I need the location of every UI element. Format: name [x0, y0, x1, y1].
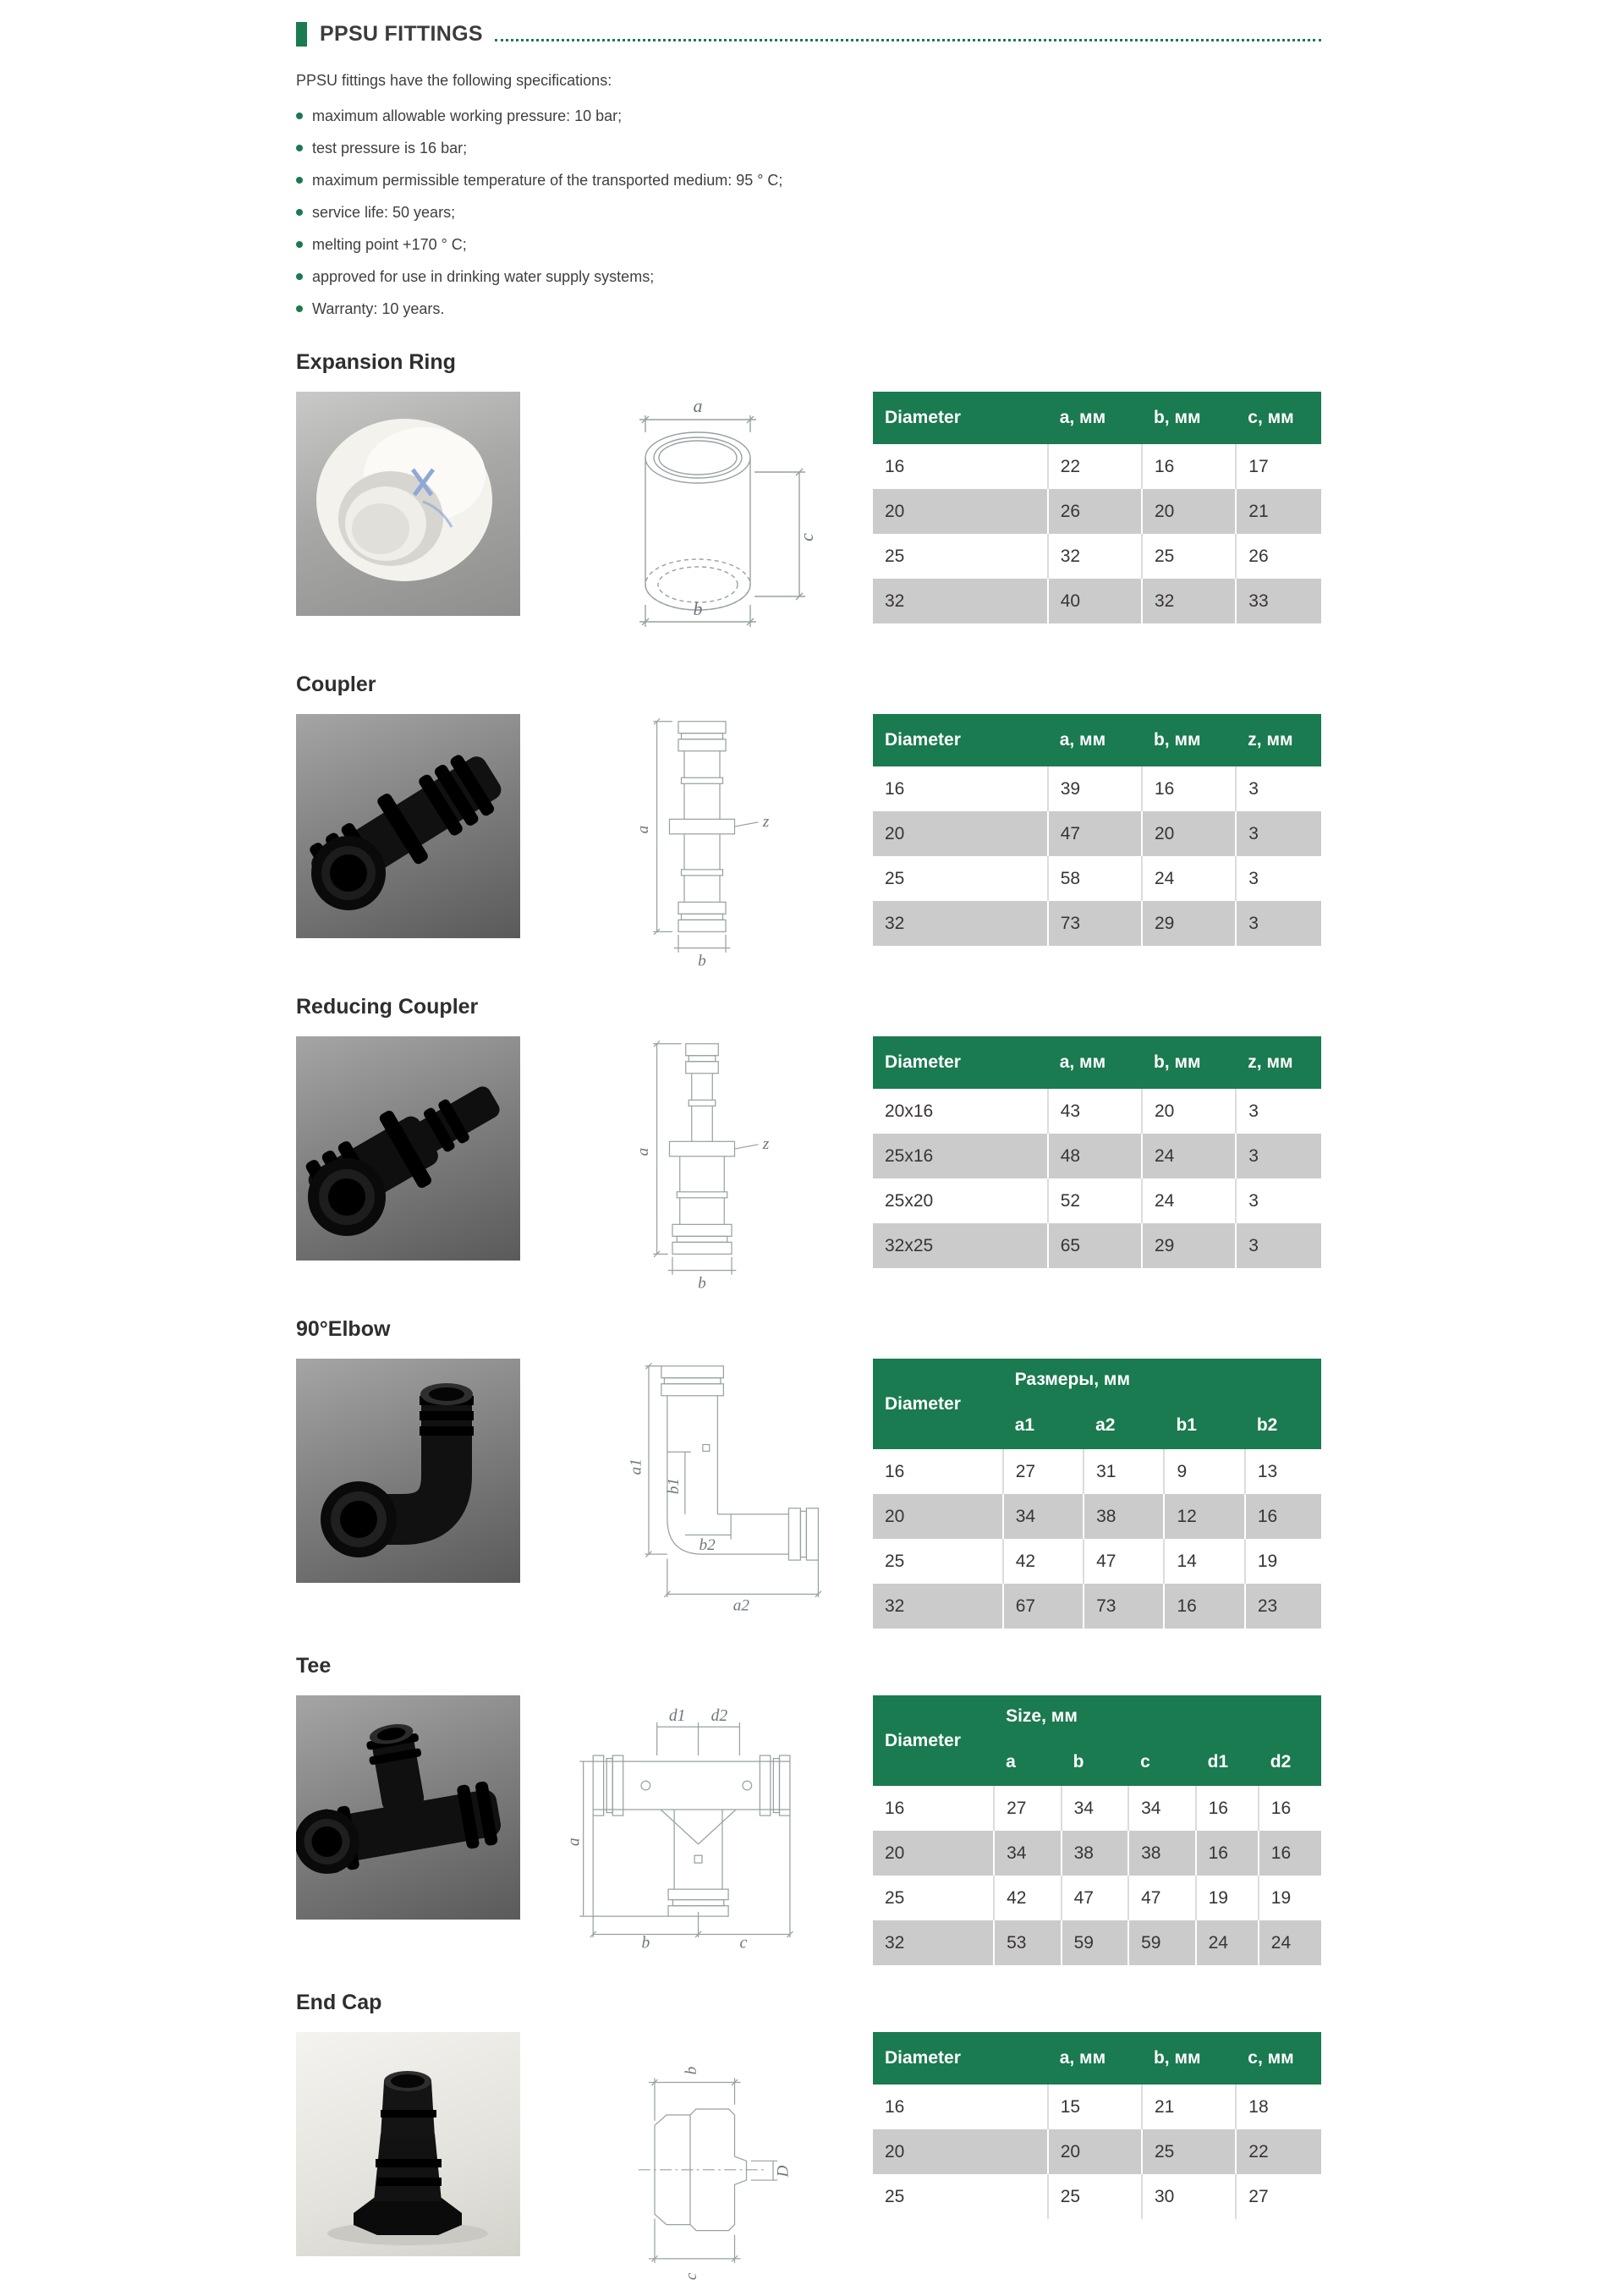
tee-drawing-image	[558, 1695, 846, 1951]
value-cell: 48	[1048, 1134, 1142, 1178]
table-row	[873, 766, 1321, 811]
svg-text:d1: d1	[668, 1707, 686, 1726]
coupler-drawing-image	[558, 714, 846, 969]
value-cell: 20	[1142, 489, 1236, 534]
row-diameter-cell: 32	[873, 1584, 1003, 1629]
spec-item	[296, 228, 1321, 261]
table-row	[873, 489, 1321, 534]
row-diameter-cell: 16	[873, 444, 1048, 489]
table-row	[873, 1876, 1321, 1920]
section-title: End Cap	[296, 1991, 382, 2014]
spec-text: melting point +170 ° C;	[312, 235, 467, 253]
value-cell: 42	[1003, 1539, 1084, 1584]
elbow-drawing	[558, 1359, 846, 1614]
value-cell: 47	[1084, 1539, 1164, 1584]
value-cell: 20	[1142, 1089, 1236, 1134]
table-row	[873, 1494, 1321, 1539]
header-cell: Diameter	[873, 2032, 1048, 2085]
table-row	[873, 1449, 1321, 1494]
row-diameter-cell: 20	[873, 1494, 1003, 1539]
row-diameter-cell: 20x16	[873, 1089, 1048, 1134]
value-cell: 24	[1270, 1932, 1292, 1953]
value-cell: 24	[1142, 1134, 1236, 1178]
section-title: Tee	[296, 1654, 332, 1678]
tee-table	[873, 1695, 1321, 1965]
spec-item	[296, 100, 1321, 132]
reducing-coupler-drawing-image	[558, 1036, 846, 1292]
row-diameter-cell: 25	[873, 1539, 1003, 1584]
value-cell: 16	[1257, 1506, 1278, 1526]
subheader-cell: d1	[1196, 1738, 1259, 1786]
table-row	[873, 1089, 1321, 1134]
value-cell: 33	[1248, 590, 1269, 611]
page	[296, 0, 1321, 2288]
subheader-cell: b1	[1164, 1401, 1244, 1449]
spec-table-wrap	[873, 1359, 1321, 1629]
svg-text:c: c	[796, 533, 817, 541]
header-cell: a, мм	[1048, 2032, 1142, 2085]
bullet-icon	[296, 273, 303, 280]
svg-text:b: b	[698, 952, 706, 969]
coupler-photo-image	[296, 714, 520, 938]
svg-text:a: a	[634, 1147, 653, 1156]
header-cell: b, мм	[1142, 2032, 1236, 2085]
value-cell: 25	[1048, 2174, 1142, 2219]
value-cell: 34	[1003, 1494, 1084, 1539]
value-cell: 14	[1164, 1539, 1244, 1584]
table-row	[873, 1831, 1321, 1876]
expansion-ring-photo-image	[296, 392, 520, 616]
svg-text:c: c	[682, 2272, 700, 2281]
group-header-cell: Size, мм	[994, 1695, 1321, 1738]
table-row	[873, 579, 1321, 623]
value-cell: 16	[1270, 1843, 1292, 1863]
table-row	[873, 856, 1321, 901]
dotted-leader-line	[495, 28, 1321, 41]
subheader-cell: d2	[1259, 1738, 1321, 1786]
value-cell: 22	[1048, 444, 1142, 489]
value-cell: 3	[1248, 913, 1259, 933]
subheader-cell: c	[1128, 1738, 1196, 1786]
section-row	[296, 1695, 1321, 1965]
svg-text:a2: a2	[732, 1596, 750, 1614]
value-cell: 21	[1142, 2085, 1236, 2129]
header-cell: c, мм	[1236, 2032, 1321, 2085]
section-elbow	[296, 1317, 1321, 1629]
row-diameter-cell: 25x20	[873, 1178, 1048, 1223]
bullet-icon	[296, 113, 303, 119]
value-cell: 30	[1142, 2174, 1236, 2219]
section-title: 90°Elbow	[296, 1317, 391, 1341]
table-row	[873, 1786, 1321, 1831]
value-cell: 29	[1142, 1223, 1236, 1268]
header-cell: b, мм	[1142, 392, 1236, 444]
header-cell: Diameter	[873, 392, 1048, 444]
value-cell: 16	[1196, 1831, 1259, 1876]
row-diameter-cell: 32	[873, 901, 1048, 946]
svg-text:b: b	[693, 598, 703, 619]
reducing-coupler-drawing	[558, 1036, 846, 1292]
row-diameter-cell: 20	[873, 1831, 994, 1876]
value-cell: 21	[1248, 501, 1269, 521]
row-diameter-cell: 20	[873, 489, 1048, 534]
value-cell: 34	[1062, 1786, 1129, 1831]
row-diameter-cell: 32	[873, 579, 1048, 623]
spec-item	[296, 261, 1321, 293]
subheader-cell: a2	[1084, 1401, 1164, 1449]
table-row	[873, 1920, 1321, 1965]
value-cell: 29	[1142, 901, 1236, 946]
sections-container	[296, 350, 1321, 2288]
row-diameter-cell: 16	[873, 1786, 994, 1831]
intro-text: PPSU fittings have the following specifications:	[296, 72, 612, 89]
svg-text:a: a	[693, 395, 703, 416]
expansion-ring-table	[873, 392, 1321, 623]
value-cell: 32	[1048, 534, 1142, 579]
row-diameter-cell: 25	[873, 1876, 994, 1920]
elbow-photo	[296, 1359, 520, 1583]
value-cell: 39	[1048, 766, 1142, 811]
value-cell: 20	[1142, 811, 1236, 856]
value-cell: 3	[1248, 1101, 1259, 1121]
value-cell: 3	[1248, 868, 1259, 888]
header-cell: b, мм	[1142, 714, 1236, 766]
spec-table-wrap	[873, 714, 1321, 946]
row-diameter-cell: 32	[873, 1920, 994, 1965]
row-diameter-cell: 16	[873, 1449, 1003, 1494]
section-end-cap	[296, 1991, 1321, 2288]
svg-text:D: D	[774, 2165, 793, 2178]
value-cell: 26	[1248, 546, 1269, 566]
header-cell: Diameter	[873, 714, 1048, 766]
value-cell: 38	[1128, 1831, 1196, 1876]
value-cell: 58	[1048, 856, 1142, 901]
header-cell: a, мм	[1048, 714, 1142, 766]
row-diameter-cell: 20	[873, 2129, 1048, 2174]
table-row	[873, 444, 1321, 489]
spec-text: test pressure is 16 bar;	[312, 139, 468, 157]
svg-text:b: b	[698, 1274, 706, 1292]
page-title: PPSU FITTINGS	[320, 22, 483, 46]
section-title: Expansion Ring	[296, 350, 456, 374]
value-cell: 59	[1128, 1920, 1196, 1965]
diameter-header-cell: Diameter	[873, 1695, 994, 1786]
spec-text: maximum permissible temperature of the transported medium: 95 ° C;	[312, 171, 783, 189]
value-cell: 34	[994, 1831, 1062, 1876]
tee-photo-image	[296, 1695, 520, 1920]
value-cell: 24	[1196, 1920, 1259, 1965]
bullet-icon	[296, 241, 303, 248]
end-cap-photo	[296, 2032, 520, 2256]
value-cell: 65	[1048, 1223, 1142, 1268]
svg-text:a: a	[634, 825, 653, 834]
diameter-header-cell: Diameter	[873, 1359, 1003, 1449]
row-diameter-cell: 16	[873, 766, 1048, 811]
spec-text: approved for use in drinking water supply systems;	[312, 267, 655, 285]
spec-item	[296, 164, 1321, 196]
value-cell: 19	[1196, 1876, 1259, 1920]
subheader-cell: b2	[1245, 1401, 1321, 1449]
row-diameter-cell: 25	[873, 534, 1048, 579]
value-cell: 3	[1248, 1235, 1259, 1255]
group-header-cell: Размеры, мм	[1003, 1359, 1321, 1401]
value-cell: 24	[1142, 1178, 1236, 1223]
table-row	[873, 2085, 1321, 2129]
subheader-cell: a	[994, 1738, 1062, 1786]
row-diameter-cell: 25x16	[873, 1134, 1048, 1178]
section-row	[296, 392, 1321, 647]
value-cell: 40	[1048, 579, 1142, 623]
page-header	[296, 22, 1321, 47]
spec-table-wrap	[873, 2032, 1321, 2219]
value-cell: 32	[1142, 579, 1236, 623]
spec-text: Warranty: 10 years.	[312, 299, 445, 317]
section-row	[296, 1036, 1321, 1292]
section-row	[296, 2032, 1321, 2288]
reducing-coupler-photo	[296, 1036, 520, 1261]
table-row	[873, 1223, 1321, 1268]
value-cell: 27	[1003, 1449, 1084, 1494]
value-cell: 16	[1270, 1798, 1292, 1818]
end-cap-drawing-image	[558, 2032, 846, 2288]
reducing-coupler-photo-image	[296, 1036, 520, 1261]
svg-text:b: b	[682, 2066, 700, 2075]
section-expansion-ring	[296, 350, 1321, 647]
table-row	[873, 1178, 1321, 1223]
svg-text:a1: a1	[627, 1458, 645, 1475]
value-cell: 43	[1048, 1089, 1142, 1134]
end-cap-drawing	[558, 2032, 846, 2288]
spec-text: maximum allowable working pressure: 10 bar;	[312, 107, 623, 124]
value-cell: 17	[1248, 456, 1269, 476]
value-cell: 19	[1257, 1551, 1278, 1571]
section-reducing-coupler	[296, 995, 1321, 1292]
value-cell: 53	[994, 1920, 1062, 1965]
header-cell: c, мм	[1236, 392, 1321, 444]
bullet-icon	[296, 145, 303, 151]
value-cell: 22	[1248, 2141, 1269, 2161]
table-row	[873, 901, 1321, 946]
value-cell: 59	[1062, 1920, 1129, 1965]
spec-item	[296, 132, 1321, 164]
svg-text:b1: b1	[664, 1477, 683, 1495]
value-cell: 47	[1062, 1876, 1129, 1920]
value-cell: 31	[1084, 1449, 1164, 1494]
section-row	[296, 714, 1321, 969]
spec-text: service life: 50 years;	[312, 203, 456, 221]
table-row	[873, 811, 1321, 856]
svg-text:z: z	[762, 813, 770, 832]
value-cell: 16	[1142, 444, 1236, 489]
header-cell: a, мм	[1048, 392, 1142, 444]
section-coupler	[296, 673, 1321, 969]
row-diameter-cell: 16	[873, 2085, 1048, 2129]
value-cell: 24	[1142, 856, 1236, 901]
bullet-icon	[296, 177, 303, 184]
value-cell: 73	[1084, 1584, 1164, 1629]
tee-photo	[296, 1695, 520, 1920]
value-cell: 18	[1248, 2096, 1269, 2117]
bullet-icon	[296, 209, 303, 216]
table-row	[873, 2129, 1321, 2174]
coupler-drawing	[558, 714, 846, 969]
section-tee	[296, 1654, 1321, 1965]
section-row	[296, 1359, 1321, 1629]
value-cell: 73	[1048, 901, 1142, 946]
value-cell: 3	[1248, 1145, 1259, 1166]
row-diameter-cell: 32x25	[873, 1223, 1048, 1268]
row-diameter-cell: 20	[873, 811, 1048, 856]
header-cell: b, мм	[1142, 1036, 1236, 1089]
subheader-cell: b	[1062, 1738, 1129, 1786]
spec-item	[296, 196, 1321, 228]
elbow-photo-image	[296, 1359, 520, 1583]
specs-list	[296, 100, 1321, 325]
section-title: Reducing Coupler	[296, 995, 479, 1019]
end-cap-table	[873, 2032, 1321, 2219]
subheader-cell: a1	[1003, 1401, 1084, 1449]
tee-drawing	[558, 1695, 846, 1951]
value-cell: 3	[1248, 1190, 1259, 1211]
svg-text:a: a	[565, 1837, 584, 1847]
value-cell: 47	[1048, 811, 1142, 856]
value-cell: 25	[1142, 534, 1236, 579]
value-cell: 27	[994, 1786, 1062, 1831]
row-diameter-cell: 25	[873, 856, 1048, 901]
section-title: Coupler	[296, 673, 376, 696]
expansion-ring-drawing	[558, 392, 846, 647]
value-cell: 13	[1257, 1461, 1278, 1481]
value-cell: 12	[1164, 1494, 1244, 1539]
svg-text:b2: b2	[699, 1535, 716, 1554]
end-cap-photo-image	[296, 2032, 520, 2256]
expansion-ring-photo	[296, 392, 520, 616]
spec-table-wrap	[873, 392, 1321, 623]
value-cell: 15	[1048, 2085, 1142, 2129]
value-cell: 42	[994, 1876, 1062, 1920]
spec-item	[296, 293, 1321, 325]
bullet-icon	[296, 305, 303, 312]
value-cell: 23	[1257, 1596, 1278, 1616]
value-cell: 38	[1084, 1494, 1164, 1539]
value-cell: 25	[1142, 2129, 1236, 2174]
coupler-table	[873, 714, 1321, 946]
elbow-table	[873, 1359, 1321, 1629]
elbow-drawing-image	[558, 1359, 846, 1614]
header-cell: z, мм	[1236, 1036, 1321, 1089]
value-cell: 9	[1164, 1449, 1244, 1494]
value-cell: 20	[1048, 2129, 1142, 2174]
table-row	[873, 1584, 1321, 1629]
svg-text:z: z	[762, 1135, 770, 1154]
header-cell: z, мм	[1236, 714, 1321, 766]
value-cell: 16	[1164, 1584, 1244, 1629]
value-cell: 38	[1062, 1831, 1129, 1876]
expansion-ring-drawing-image	[558, 392, 846, 647]
value-cell: 47	[1128, 1876, 1196, 1920]
reducing-coupler-table	[873, 1036, 1321, 1268]
header-cell: Diameter	[873, 1036, 1048, 1089]
value-cell: 52	[1048, 1178, 1142, 1223]
value-cell: 26	[1048, 489, 1142, 534]
value-cell: 67	[1003, 1584, 1084, 1629]
value-cell: 19	[1270, 1887, 1292, 1908]
table-row	[873, 1134, 1321, 1178]
svg-text:b: b	[641, 1934, 650, 1951]
value-cell: 3	[1248, 778, 1259, 799]
table-row	[873, 534, 1321, 579]
svg-text:d2: d2	[710, 1707, 728, 1726]
row-diameter-cell: 25	[873, 2174, 1048, 2219]
value-cell: 27	[1248, 2186, 1269, 2206]
title-accent-bar-icon	[296, 22, 307, 47]
value-cell: 16	[1196, 1786, 1259, 1831]
value-cell: 3	[1248, 823, 1259, 843]
header-cell: a, мм	[1048, 1036, 1142, 1089]
svg-text:c: c	[739, 1934, 748, 1951]
spec-table-wrap	[873, 1695, 1321, 1965]
value-cell: 16	[1142, 766, 1236, 811]
value-cell: 34	[1128, 1786, 1196, 1831]
coupler-photo	[296, 714, 520, 938]
table-row	[873, 2174, 1321, 2219]
spec-table-wrap	[873, 1036, 1321, 1268]
table-row	[873, 1539, 1321, 1584]
